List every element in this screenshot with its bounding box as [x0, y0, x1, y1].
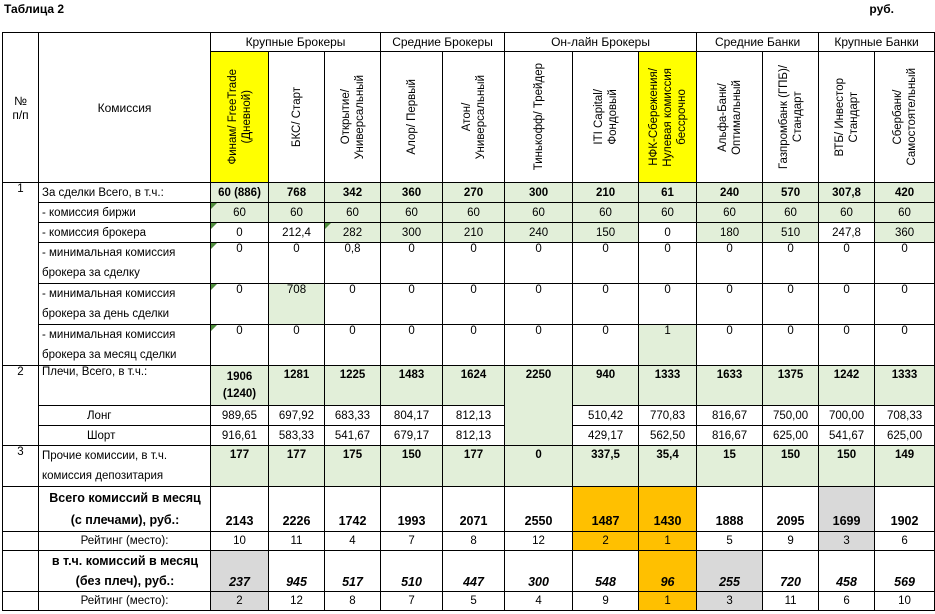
broker-name: Газпромбанк (ГПБ)/ Стандарт [777, 64, 804, 170]
cell: 804,17 [381, 406, 443, 426]
cell: 458 [819, 551, 875, 592]
rank-cell: 2 [211, 592, 269, 611]
cell: 300 [381, 223, 443, 243]
cell: 0 [697, 325, 763, 366]
row-label: За сделки Всего, в т.ч.: [39, 183, 211, 203]
cell: 1375 [763, 366, 819, 406]
row-label-line: в т.ч. комиссий в месяц [51, 554, 199, 568]
cell: 1333 [875, 366, 935, 406]
row-label-line: брокера за день сделки [42, 308, 170, 320]
cell: 212,4 [269, 223, 325, 243]
row-label-line: Всего комиссий в месяц [49, 491, 201, 505]
cell: 708,33 [875, 406, 935, 426]
cell: 0 [443, 325, 505, 366]
cell: 0 [819, 284, 875, 325]
broker-header [505, 52, 573, 183]
cell: 770,83 [639, 406, 697, 426]
broker-header [819, 52, 875, 183]
cell: 720 [763, 551, 819, 592]
broker-name: ВТБ/ Инвестор Стандарт [833, 77, 860, 157]
cell: 237 [211, 551, 269, 592]
broker-name: Альфа-Банк/ Оптимальный [716, 79, 743, 155]
cell: 360 [381, 183, 443, 203]
row-label [39, 446, 211, 487]
cell: 1333 [639, 366, 697, 406]
cell: 1 [639, 325, 697, 366]
empty-cell [3, 592, 39, 611]
cell: 916,61 [211, 426, 269, 446]
broker-name: ITI Capital/ Фондовый [592, 89, 619, 145]
cell: 300 [505, 551, 573, 592]
cell: 1242 [819, 366, 875, 406]
cell: 1888 [697, 487, 763, 532]
cell: 0 [697, 243, 763, 284]
cell: 60 [819, 203, 875, 223]
cell: 0 [505, 325, 573, 366]
table-row [3, 325, 935, 366]
rank-cell: 5 [443, 592, 505, 611]
cell-value: 1906 [226, 370, 253, 383]
table-row [3, 366, 935, 406]
cell: 60 [505, 203, 573, 223]
cell: 150 [819, 446, 875, 487]
section-number: 1 [3, 183, 39, 366]
cell: 945 [269, 551, 325, 592]
commission-header: Комиссия [39, 33, 211, 183]
rank-cell: 2 [573, 532, 639, 551]
group-online-brokers: Он-лайн Брокеры [505, 33, 697, 52]
cell: 816,67 [697, 426, 763, 446]
rank-cell: 8 [443, 532, 505, 551]
cell: 0 [211, 284, 269, 325]
cell: 0 [763, 325, 819, 366]
cell: 60 [269, 203, 325, 223]
rank-cell: 10 [875, 592, 935, 611]
row-label: Шорт [39, 426, 211, 446]
broker-header [211, 52, 269, 183]
cell: 177 [443, 446, 505, 487]
cell: 1633 [697, 366, 763, 406]
cell: 510,42 [573, 406, 639, 426]
cell: 570 [763, 183, 819, 203]
cell: 625,00 [763, 426, 819, 446]
cell: 180 [697, 223, 763, 243]
table-row [3, 203, 935, 223]
cell: 177 [211, 446, 269, 487]
row-label [39, 487, 211, 532]
rank-cell: 9 [763, 532, 819, 551]
broker-header [875, 52, 935, 183]
broker-name: Алор/ Первый [405, 79, 418, 155]
group-large-banks: Крупные Банки [819, 33, 935, 52]
row-label [39, 243, 211, 284]
group-mid-banks: Средние Банки [697, 33, 819, 52]
cell: 0 [381, 325, 443, 366]
cell: 0 [573, 284, 639, 325]
cell: 679,17 [381, 426, 443, 446]
broker-header [443, 52, 505, 183]
cell-value-extra: (1240) [222, 387, 257, 400]
cell: 0 [211, 223, 269, 243]
currency-label: руб. [869, 2, 894, 16]
cell: 0 [325, 325, 381, 366]
table-row [3, 551, 935, 592]
cell: 247,8 [819, 223, 875, 243]
cell: 2550 [505, 487, 573, 532]
cell: 683,33 [325, 406, 381, 426]
broker-header [381, 52, 443, 183]
group-header-row [3, 33, 935, 52]
broker-name: Сбербанк/ Самостоятельный [891, 68, 918, 166]
group-large-brokers: Крупные Брокеры [211, 33, 381, 52]
cell: 0 [573, 243, 639, 284]
table-row [3, 243, 935, 284]
cell: 342 [325, 183, 381, 203]
cell: 2071 [443, 487, 505, 532]
cell: 35,4 [639, 446, 697, 487]
cell: 0 [875, 243, 935, 284]
row-label: - комиссия брокера [39, 223, 211, 243]
group-mid-brokers: Средние Брокеры [381, 33, 505, 52]
cell: 0 [443, 284, 505, 325]
cell: 517 [325, 551, 381, 592]
table-row [3, 223, 935, 243]
rank-cell: 9 [573, 592, 639, 611]
broker-header [763, 52, 819, 183]
cell: 0,8 [325, 243, 381, 284]
row-label: Рейтинг (место): [39, 532, 211, 551]
broker-name: Открытие/ Универсальный [339, 74, 366, 160]
cell: 1430 [639, 487, 697, 532]
row-label-line: Прочие комиссии, в т.ч. [42, 450, 168, 462]
cell: 150 [763, 446, 819, 487]
cell: 541,67 [325, 426, 381, 446]
rank-cell: 10 [211, 532, 269, 551]
cell: 420 [875, 183, 935, 203]
row-label [39, 551, 211, 592]
rank-cell: 4 [505, 592, 573, 611]
rank-cell: 6 [875, 532, 935, 551]
cell: 282 [325, 223, 381, 243]
cell: 1699 [819, 487, 875, 532]
cell: 2250 [505, 366, 573, 446]
rank-cell: 8 [325, 592, 381, 611]
cell: 1225 [325, 366, 381, 406]
cell: 697,92 [269, 406, 325, 426]
cell: 447 [443, 551, 505, 592]
rank-cell: 7 [381, 592, 443, 611]
row-label-line: (без плеч), руб.: [75, 574, 175, 588]
cell: 562,50 [639, 426, 697, 446]
broker-header [639, 52, 697, 183]
table-row [3, 284, 935, 325]
cell: 708 [269, 284, 325, 325]
cell [211, 366, 269, 406]
cell: 750,00 [763, 406, 819, 426]
cell: 2095 [763, 487, 819, 532]
cell: 360 [875, 223, 935, 243]
cell: 210 [573, 183, 639, 203]
cell: 300 [505, 183, 573, 203]
row-label: Рейтинг (место): [39, 592, 211, 611]
row-label-line: - минимальная комиссия [42, 288, 176, 300]
cell: 548 [573, 551, 639, 592]
table-row [3, 406, 935, 426]
rank-cell: 1 [639, 592, 697, 611]
cell: 177 [269, 446, 325, 487]
rank-cell: 11 [269, 532, 325, 551]
cell: 255 [697, 551, 763, 592]
cell: 240 [697, 183, 763, 203]
rank-cell: 12 [269, 592, 325, 611]
cell: 1624 [443, 366, 505, 406]
cell: 0 [381, 284, 443, 325]
broker-header [697, 52, 763, 183]
cell: 60 [443, 203, 505, 223]
broker-name: Атон/ Универсальный [460, 74, 487, 160]
cell: 768 [269, 183, 325, 203]
cell: 2226 [269, 487, 325, 532]
cell: 0 [819, 325, 875, 366]
cell: 2143 [211, 487, 269, 532]
cell: 60 [639, 203, 697, 223]
empty-cell [3, 487, 39, 532]
row-label: - комиссия биржи [39, 203, 211, 223]
cell: 0 [639, 243, 697, 284]
commission-table [2, 32, 935, 611]
cell: 0 [325, 284, 381, 325]
row-label: Лонг [39, 406, 211, 426]
cell: 270 [443, 183, 505, 203]
cell: 0 [269, 243, 325, 284]
cell: 0 [211, 325, 269, 366]
row-label: Плечи, Всего, в т.ч.: [39, 366, 211, 406]
cell: 1902 [875, 487, 935, 532]
cell: 569 [875, 551, 935, 592]
cell: 149 [875, 446, 935, 487]
cell: 0 [639, 223, 697, 243]
broker-name: БКС/ Старт [290, 86, 303, 148]
cell: 60 [763, 203, 819, 223]
cell: 1993 [381, 487, 443, 532]
cell: 816,67 [697, 406, 763, 426]
cell: 1487 [573, 487, 639, 532]
rank-cell: 7 [381, 532, 443, 551]
cell: 337,5 [573, 446, 639, 487]
cell: 583,33 [269, 426, 325, 446]
cell: 60 [325, 203, 381, 223]
row-label-line: брокера за месяц сделки [42, 349, 177, 361]
empty-cell [3, 551, 39, 592]
cell: 0 [381, 243, 443, 284]
rank-cell: 5 [697, 532, 763, 551]
cell: 812,13 [443, 426, 505, 446]
cell: 60 [211, 203, 269, 223]
cell: 510 [381, 551, 443, 592]
cell: 0 [639, 284, 697, 325]
table-row [3, 532, 935, 551]
cell: 60 [381, 203, 443, 223]
cell: 150 [573, 223, 639, 243]
rank-cell: 3 [819, 532, 875, 551]
rank-cell: 4 [325, 532, 381, 551]
rank-cell: 11 [763, 592, 819, 611]
cell: 0 [819, 243, 875, 284]
broker-header [325, 52, 381, 183]
row-number-header: № п/п [3, 33, 39, 183]
cell: 240 [505, 223, 573, 243]
cell: 1742 [325, 487, 381, 532]
cell: 0 [505, 284, 573, 325]
row-label [39, 325, 211, 366]
cell: 0 [505, 243, 573, 284]
cell: 0 [763, 284, 819, 325]
table-row [3, 183, 935, 203]
section-number: 3 [3, 446, 39, 487]
rank-cell: 1 [639, 532, 697, 551]
cell: 307,8 [819, 183, 875, 203]
cell: 61 [639, 183, 697, 203]
broker-name: Финам/ FreeTrade (Дневной) [226, 69, 253, 165]
cell: 60 [697, 203, 763, 223]
cell: 210 [443, 223, 505, 243]
cell: 96 [639, 551, 697, 592]
cell: 700,00 [819, 406, 875, 426]
row-label-line: брокера за сделку [42, 267, 140, 279]
cell: 1281 [269, 366, 325, 406]
cell: 150 [381, 446, 443, 487]
row-label-line: - минимальная комиссия [42, 247, 176, 259]
broker-header [573, 52, 639, 183]
cell: 541,67 [819, 426, 875, 446]
table-row [3, 487, 935, 532]
cell: 429,17 [573, 426, 639, 446]
cell: 510 [763, 223, 819, 243]
cell: 0 [697, 284, 763, 325]
section-number: 2 [3, 366, 39, 446]
cell: 0 [269, 325, 325, 366]
cell: 0 [505, 446, 573, 487]
cell: 175 [325, 446, 381, 487]
table-title: Таблица 2 [4, 2, 65, 16]
cell: 0 [211, 243, 269, 284]
cell: 0 [573, 325, 639, 366]
broker-header [269, 52, 325, 183]
cell: 625,00 [875, 426, 935, 446]
table-row [3, 426, 935, 446]
broker-name: НФК-Сбережения/ Нулевая комиссия бессрочно [647, 67, 688, 167]
empty-cell [3, 532, 39, 551]
cell: 1483 [381, 366, 443, 406]
cell: 812,13 [443, 406, 505, 426]
row-label-line: (с плечами), руб.: [70, 513, 180, 527]
rank-cell: 6 [819, 592, 875, 611]
cell: 0 [443, 243, 505, 284]
row-label-line: - минимальная комиссия [42, 329, 176, 341]
cell: 0 [875, 325, 935, 366]
table-row [3, 446, 935, 487]
cell: 0 [875, 284, 935, 325]
row-label [39, 284, 211, 325]
cell: 15 [697, 446, 763, 487]
cell: 940 [573, 366, 639, 406]
broker-name: Тинькофф/ Трейдер [532, 63, 545, 171]
cell: 989,65 [211, 406, 269, 426]
cell: 0 [763, 243, 819, 284]
table-row [3, 592, 935, 611]
cell: 60 [875, 203, 935, 223]
row-label-line: комиссия депозитария [42, 470, 164, 482]
cell: 60 [573, 203, 639, 223]
rank-cell: 12 [505, 532, 573, 551]
rank-cell: 3 [697, 592, 763, 611]
cell: 60 (886) [211, 183, 269, 203]
